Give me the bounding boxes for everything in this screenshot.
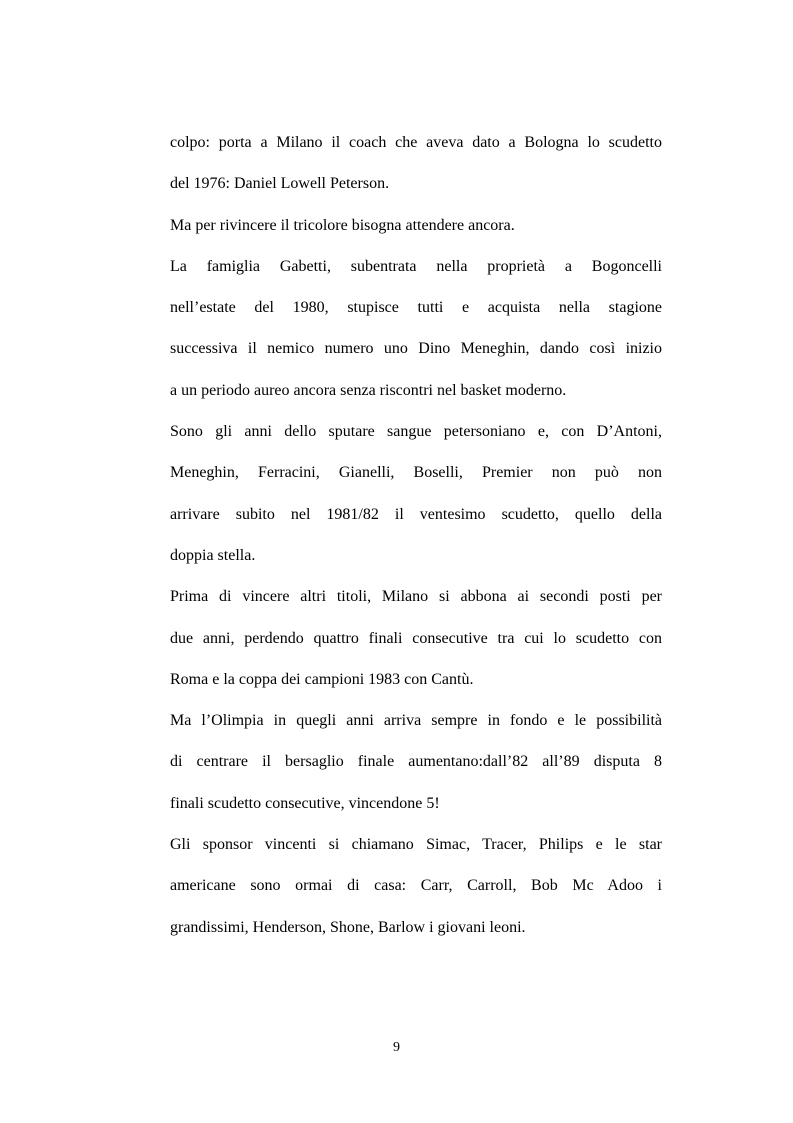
- paragraph: [170, 580, 662, 704]
- paragraph: [170, 126, 662, 209]
- paragraph: [170, 704, 662, 828]
- text-line: Prima di vincere altri titoli, Milano si abbona ai secondi posti per: [170, 588, 662, 606]
- text-line: Ma l’Olimpia in quegli anni arriva sempre in fondo e le possibilità: [170, 712, 662, 730]
- text-line: due anni, perdendo quattro finali consecutive tra cui lo scudetto con: [170, 629, 662, 647]
- text-line: Gli sponsor vincenti si chiamano Simac, Tracer, Philips e le star: [170, 836, 662, 854]
- text-line: grandissimi, Henderson, Shone, Barlow i giovani leoni.: [170, 918, 526, 936]
- paragraph: [170, 828, 662, 952]
- text-line: del 1976: Daniel Lowell Peterson.: [170, 175, 390, 193]
- text-line: successiva il nemico numero uno Dino Meneghin, dando così inizio: [170, 340, 662, 358]
- text-line: nell’estate del 1980, stupisce tutti e acquista nella stagione: [170, 299, 662, 317]
- text-line: a un periodo aureo ancora senza riscontri nel basket moderno.: [170, 381, 567, 399]
- paragraph: [170, 209, 662, 250]
- text-line: Sono gli anni dello sputare sangue petersoniano e, con D’Antoni,: [170, 423, 662, 441]
- text-line: arrivare subito nel 1981/82 il ventesimo scudetto, quello della: [170, 505, 662, 523]
- page-number: 9: [393, 1040, 400, 1055]
- text-line: Meneghin, Ferracini, Gianelli, Boselli, Premier non può non: [170, 464, 662, 482]
- text-line: colpo: porta a Milano il coach che aveva dato a Bologna lo scudetto: [170, 134, 662, 151]
- paragraph: [170, 250, 662, 415]
- text-line: finali scudetto consecutive, vincendone 5!: [170, 794, 440, 812]
- text-line: doppia stella.: [170, 546, 256, 564]
- text-line: Ma per rivincere il tricolore bisogna attendere ancora.: [170, 216, 515, 234]
- text-line: americane sono ormai di casa: Carr, Carroll, Bob Mc Adoo i: [170, 877, 662, 895]
- paragraph: [170, 415, 662, 580]
- page-body: [170, 126, 662, 952]
- text-line: di centrare il bersaglio finale aumentano:dall’82 all’89 disputa 8: [170, 753, 662, 771]
- text-line: La famiglia Gabetti, subentrata nella proprietà a Bogoncelli: [170, 257, 662, 275]
- text-line: Roma e la coppa dei campioni 1983 con Cantù.: [170, 670, 474, 688]
